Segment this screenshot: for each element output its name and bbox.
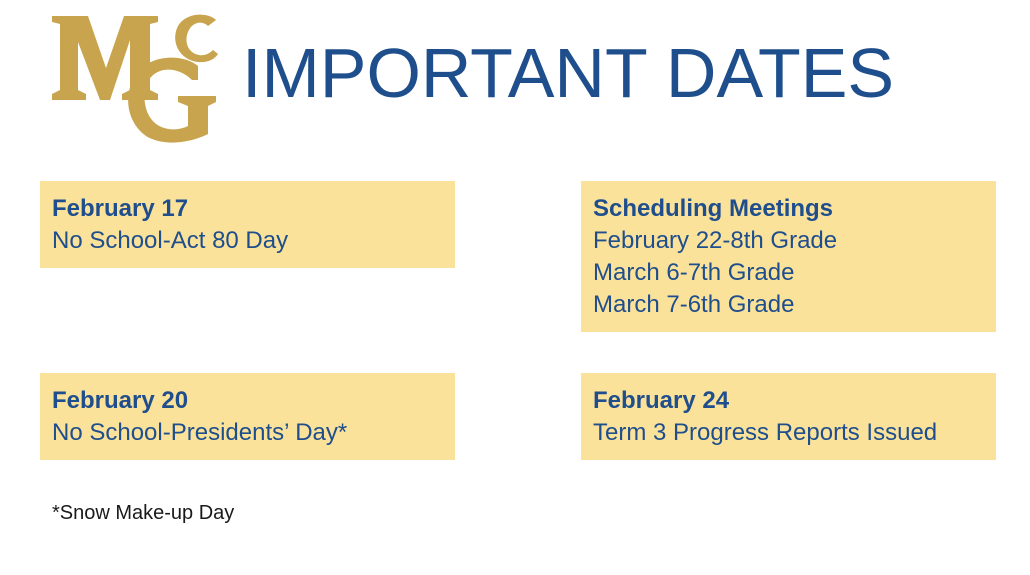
footnote: *Snow Make-up Day [52,502,235,524]
date-card-february-17 [40,181,455,268]
date-card-february-20 [40,373,455,460]
card-line: Term 3 Progress Reports Issued [593,419,938,446]
page-title: IMPORTANT DATES [242,34,895,112]
card-heading: February 20 [52,387,189,414]
card-line: February 22-8th Grade [593,227,838,254]
card-line: March 7-6th Grade [593,291,795,318]
card-line: March 6-7th Grade [593,259,795,286]
card-line: No School-Act 80 Day [52,227,289,254]
date-card-february-24 [581,373,996,460]
card-heading: Scheduling Meetings [593,195,834,222]
card-line: No School-Presidents’ Day* [52,419,348,446]
date-card-scheduling-meetings [581,181,996,332]
card-heading: February 17 [52,195,189,222]
mcg-logo [48,10,224,148]
card-heading: February 24 [593,387,730,414]
